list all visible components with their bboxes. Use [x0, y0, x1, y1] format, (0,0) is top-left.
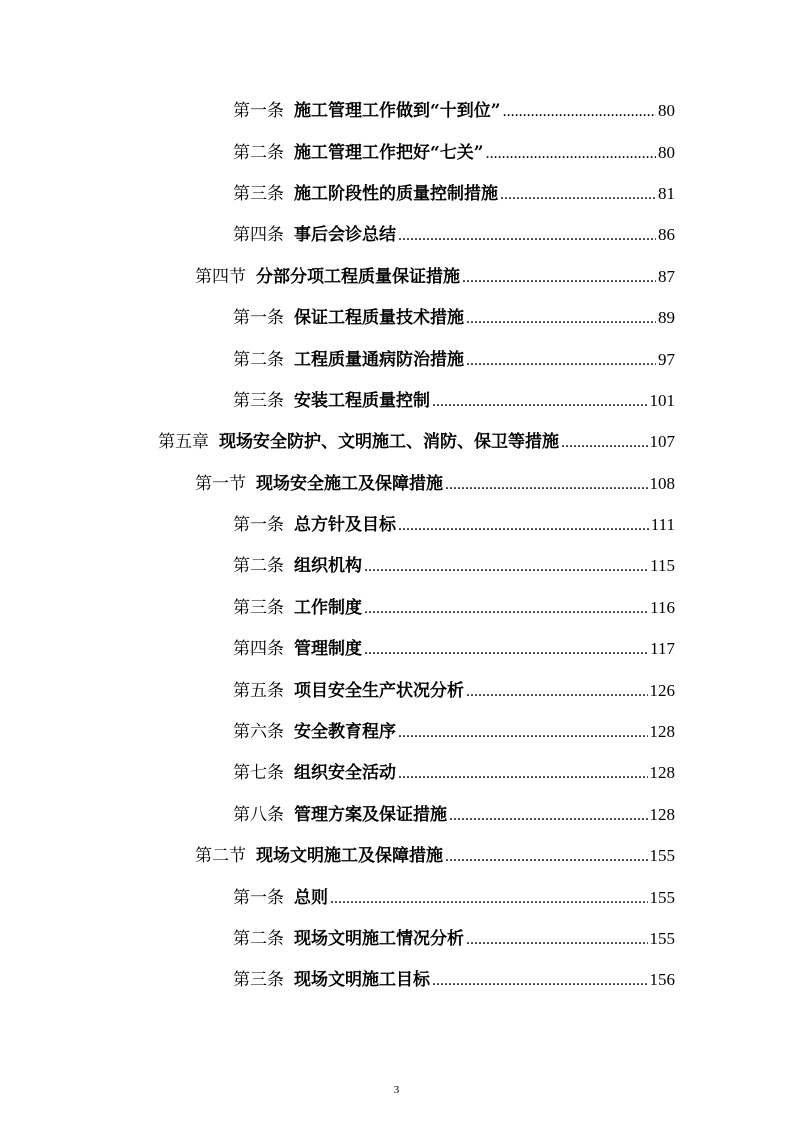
toc-entry-title: 分部分项工程质量保证措施 — [256, 266, 460, 287]
toc-entry-content — [195, 841, 675, 866]
toc-entry-article[interactable] — [0, 957, 793, 998]
toc-dot-leader — [364, 558, 648, 576]
toc-entry-number: 第六条 — [233, 722, 284, 743]
toc-entry-number: 第二条 — [233, 556, 284, 577]
toc-entry-title: 总则 — [294, 887, 328, 908]
toc-entry-content — [233, 924, 675, 949]
toc-entry-number: 第四条 — [233, 225, 284, 246]
toc-dot-leader — [398, 765, 648, 783]
toc-entry-content — [233, 551, 675, 576]
toc-entry-title: 组织机构 — [294, 556, 362, 577]
toc-entry-content — [233, 220, 675, 245]
toc-dot-leader — [330, 890, 648, 908]
toc-entry-page: 128 — [649, 763, 675, 783]
page-number: 3 — [393, 1084, 400, 1096]
toc-entry-title: 安全教育程序 — [294, 722, 396, 743]
toc-entry-number: 第三条 — [233, 597, 284, 618]
toc-dot-leader — [449, 807, 648, 825]
toc-dot-leader — [466, 310, 656, 328]
toc-entry-title: 总方针及目标 — [294, 515, 396, 536]
toc-entry-title: 现场安全施工及保障措施 — [256, 473, 443, 494]
toc-dot-leader — [364, 600, 648, 618]
toc-entry-article[interactable] — [0, 667, 793, 708]
toc-dot-leader — [486, 145, 656, 163]
toc-entry-page: 108 — [649, 473, 675, 493]
toc-entry-number: 第三条 — [233, 970, 284, 991]
toc-entry-page: 111 — [650, 515, 675, 535]
toc-dot-leader — [503, 103, 656, 121]
toc-entry-number: 第八条 — [233, 804, 284, 825]
toc-entry-article[interactable] — [0, 378, 793, 419]
toc-entry-title: 施工管理工作把好“七关” — [294, 142, 484, 163]
toc-entry-title: 现场文明施工情况分析 — [294, 929, 464, 949]
toc-entry-article[interactable] — [0, 626, 793, 667]
toc-entry-article[interactable] — [0, 874, 793, 915]
toc-entry-content — [233, 676, 675, 701]
toc-entry-title: 施工管理工作做到“十到位” — [294, 101, 501, 122]
toc-dot-leader — [432, 972, 648, 990]
toc-entry-content — [233, 179, 675, 204]
toc-entry-number: 第三条 — [233, 390, 284, 411]
toc-entry-number: 第一条 — [233, 308, 284, 329]
toc-entry-title: 施工阶段性的质量控制措施 — [294, 183, 498, 204]
toc-entry-number: 第五章 — [158, 432, 209, 453]
toc-entry-article[interactable] — [0, 709, 793, 750]
toc-entry-page: 115 — [650, 556, 675, 576]
toc-entry-number: 第七条 — [233, 763, 284, 784]
toc-entry-page: 128 — [649, 804, 675, 824]
toc-entry-title: 项目安全生产状况分析 — [294, 680, 464, 701]
toc-entry-article[interactable] — [0, 585, 793, 626]
toc-entry-page: 155 — [649, 887, 675, 907]
toc-entry-number: 第一条 — [233, 515, 284, 536]
toc-dot-leader — [445, 476, 648, 494]
toc-entry-title: 组织安全活动 — [294, 763, 396, 784]
toc-entry-content — [233, 138, 675, 163]
toc-entry-page: 97 — [658, 349, 675, 369]
toc-entry-article[interactable] — [0, 88, 793, 129]
toc-entry-page: 81 — [658, 183, 675, 203]
toc-entry-content — [195, 262, 675, 287]
toc-entry-page: 86 — [658, 225, 675, 245]
toc-entry-article[interactable] — [0, 336, 793, 377]
toc-dot-leader — [466, 931, 648, 949]
toc-dot-leader — [398, 517, 649, 535]
toc-entry-content — [233, 965, 675, 990]
toc-entry-number: 第一节 — [195, 473, 246, 494]
toc-entry-article[interactable] — [0, 792, 793, 833]
toc-entry-article[interactable] — [0, 171, 793, 212]
toc-entry-content — [233, 510, 675, 535]
toc-entry-number: 第一条 — [233, 887, 284, 908]
toc-entry-page: 156 — [649, 970, 675, 990]
toc-entry-page: 87 — [658, 266, 675, 286]
toc-entry-content — [195, 469, 675, 494]
toc-entry-article[interactable] — [0, 543, 793, 584]
toc-entry-section[interactable] — [0, 461, 793, 502]
toc-dot-leader — [500, 186, 656, 204]
toc-entry-content — [233, 883, 675, 908]
toc-dot-leader — [561, 434, 648, 452]
toc-entry-title: 管理制度 — [294, 639, 362, 660]
toc-entry-page: 116 — [650, 597, 675, 617]
toc-entry-title: 现场安全防护、文明施工、消防、保卫等措施 — [219, 432, 559, 453]
toc-entry-article[interactable] — [0, 750, 793, 791]
toc-entry-title: 现场文明施工目标 — [294, 970, 430, 991]
toc-entry-number: 第二条 — [233, 349, 284, 370]
toc-entry-article[interactable] — [0, 129, 793, 170]
toc-dot-leader — [432, 393, 648, 411]
toc-entry-number: 第三条 — [233, 183, 284, 204]
toc-dot-leader — [445, 848, 648, 866]
toc-entry-chapter[interactable] — [0, 419, 793, 460]
toc-entry-title: 工程质量通病防治措施 — [294, 349, 464, 370]
toc-entry-content — [233, 800, 675, 825]
toc-entry-title: 保证工程质量技术措施 — [294, 308, 464, 329]
toc-entry-page: 126 — [649, 680, 675, 700]
toc-entry-number: 第二条 — [233, 929, 284, 949]
toc-entry-title: 安装工程质量控制 — [294, 390, 430, 411]
toc-dot-leader — [462, 269, 656, 287]
toc-entry-page: 128 — [649, 722, 675, 742]
toc-dot-leader — [364, 641, 648, 659]
toc-entry-content — [233, 593, 675, 618]
toc-entry-page: 117 — [650, 639, 675, 659]
toc-entry-content — [233, 758, 675, 783]
toc-entry-content — [233, 345, 675, 370]
toc-entry-section[interactable] — [0, 254, 793, 295]
toc-entry-page: 80 — [658, 101, 675, 121]
toc-entry-title: 事后会诊总结 — [294, 225, 396, 246]
toc-entry-number: 第四节 — [195, 266, 246, 287]
toc-entry-content — [233, 303, 675, 328]
toc-entry-page: 101 — [649, 390, 675, 410]
toc-entry-content — [233, 634, 675, 659]
toc-entry-title: 管理方案及保证措施 — [294, 804, 447, 825]
toc-entry-article[interactable] — [0, 502, 793, 543]
toc-entry-page: 155 — [649, 846, 675, 866]
toc-entry-content — [158, 427, 675, 452]
toc-entry-title: 工作制度 — [294, 597, 362, 618]
toc-entry-section[interactable] — [0, 833, 793, 874]
toc-entry-content — [233, 717, 675, 742]
toc-entry-number: 第二节 — [195, 846, 246, 867]
toc-entry-number: 第四条 — [233, 639, 284, 660]
toc-entry-page: 80 — [658, 142, 675, 162]
toc-dot-leader — [466, 352, 656, 370]
toc-dot-leader — [398, 724, 648, 742]
toc-entry-content — [233, 96, 675, 121]
toc-entry-article[interactable] — [0, 212, 793, 253]
toc-entry-number: 第一条 — [233, 101, 284, 122]
toc-entry-number: 第二条 — [233, 142, 284, 163]
toc-entry-page: 89 — [658, 308, 675, 328]
toc-entry-page: 155 — [649, 929, 675, 948]
toc-entry-title: 现场文明施工及保障措施 — [256, 846, 443, 867]
toc-dot-leader — [398, 227, 656, 245]
table-of-contents — [0, 88, 793, 999]
toc-entry-article[interactable] — [0, 295, 793, 336]
toc-dot-leader — [466, 683, 648, 701]
toc-entry-page: 107 — [649, 432, 675, 452]
toc-entry-content — [233, 386, 675, 411]
toc-entry-number: 第五条 — [233, 680, 284, 701]
toc-entry-article[interactable] — [0, 916, 793, 957]
